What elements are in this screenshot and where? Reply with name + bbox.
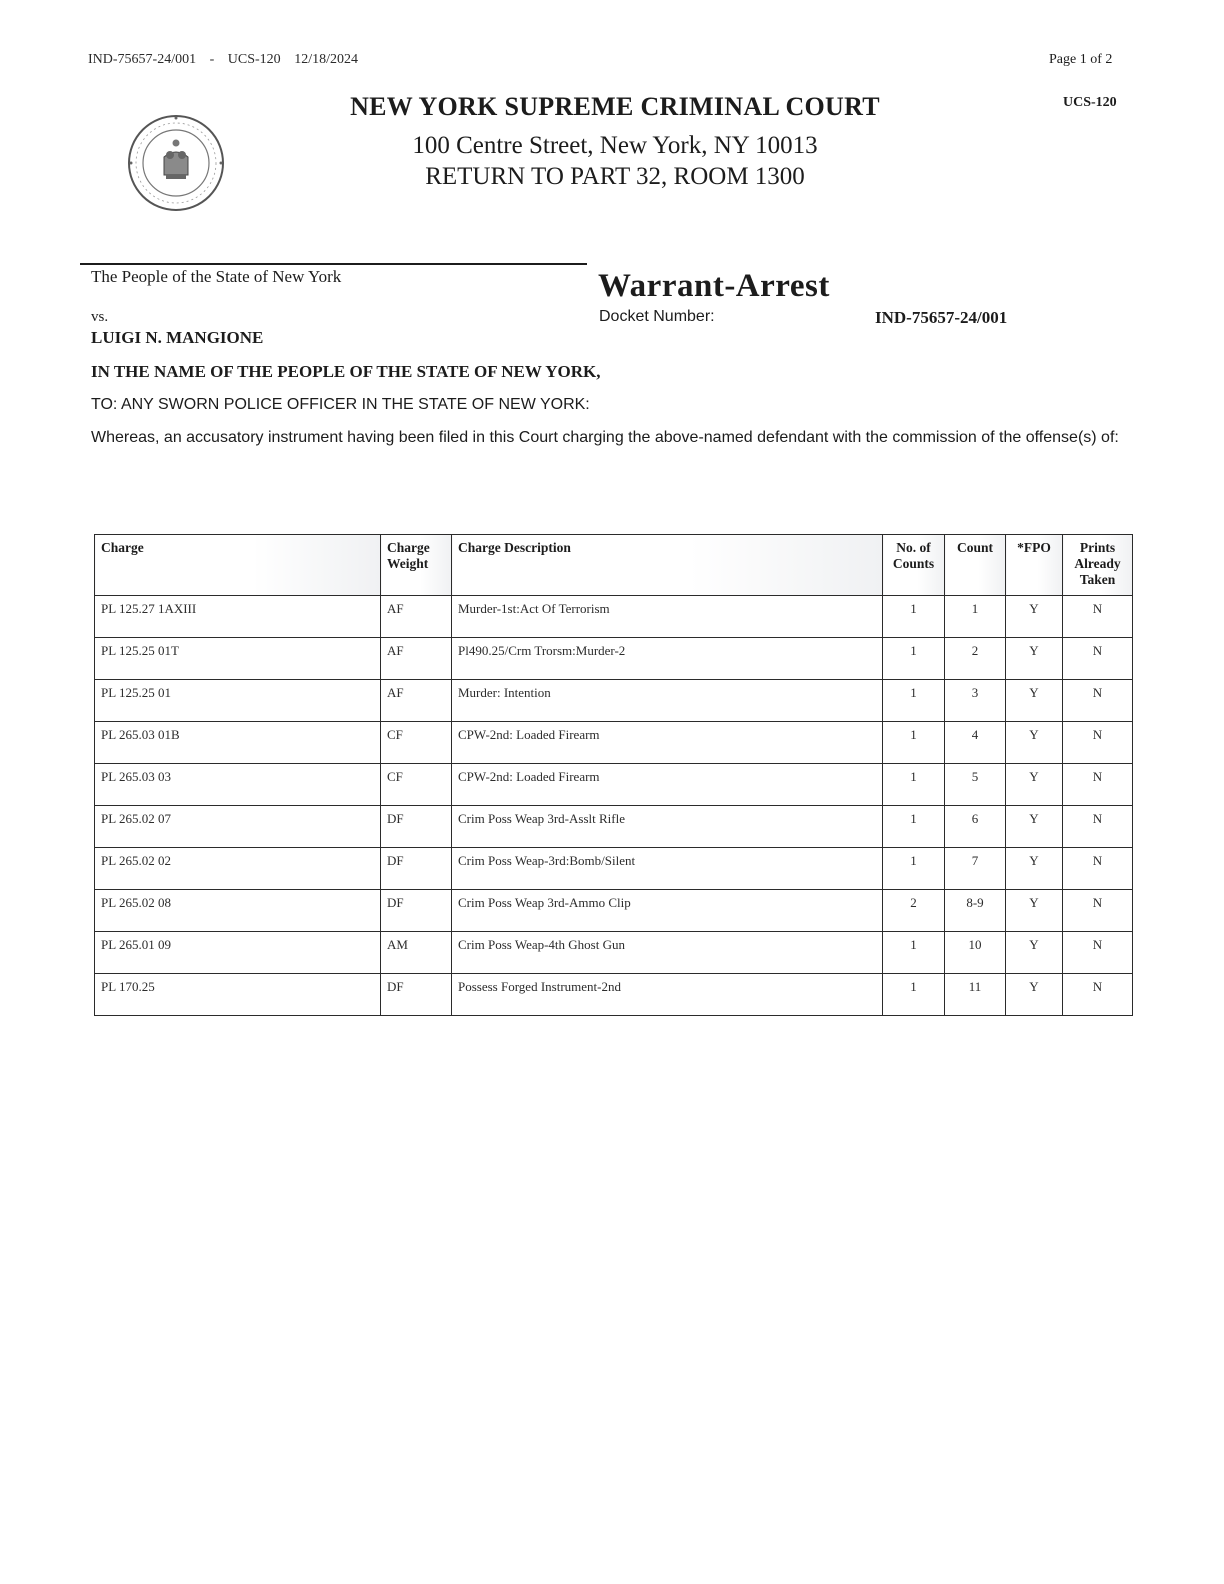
table-row [95, 680, 1133, 722]
cell-charge: PL 265.03 03 [95, 764, 381, 806]
cell-charge: PL 265.02 02 [95, 848, 381, 890]
cell-charge-description: Crim Poss Weap-4th Ghost Gun [452, 932, 883, 974]
header-separator: - [209, 52, 215, 67]
page-number: Page 1 of 2 [1049, 52, 1113, 67]
cell-prints-already-taken: N [1063, 596, 1133, 638]
cell-charge-weight: AF [381, 680, 452, 722]
cell-charge-weight: CF [381, 722, 452, 764]
col-header-charge-weight: Charge Weight [381, 535, 452, 596]
cell-charge-weight: DF [381, 806, 452, 848]
col-header-charge: Charge [95, 535, 381, 596]
charges-table [94, 534, 1133, 1016]
cell-charge: PL 125.25 01 [95, 680, 381, 722]
table-row [95, 974, 1133, 1016]
cell-no-of-counts: 2 [883, 890, 945, 932]
cell-charge-description: Murder-1st:Act Of Terrorism [452, 596, 883, 638]
cell-prints-already-taken: N [1063, 806, 1133, 848]
cell-count: 4 [945, 722, 1006, 764]
cell-count: 11 [945, 974, 1006, 1016]
col-header-charge-description: Charge Description [452, 535, 883, 596]
cell-count: 6 [945, 806, 1006, 848]
cell-charge: PL 265.02 07 [95, 806, 381, 848]
cell-charge-weight: DF [381, 974, 452, 1016]
cell-charge-description: Crim Poss Weap-3rd:Bomb/Silent [452, 848, 883, 890]
docket-number: IND-75657-24/001 [875, 308, 1008, 327]
cell-no-of-counts: 1 [883, 596, 945, 638]
cell-count: 8-9 [945, 890, 1006, 932]
cell-prints-already-taken: N [1063, 638, 1133, 680]
table-row [95, 764, 1133, 806]
whereas-paragraph: Whereas, an accusatory instrument having been filed in this Court charging the above-named defendant with the commission of the offense(s) of: [91, 429, 1119, 446]
cell-fpo: Y [1006, 974, 1063, 1016]
cell-fpo: Y [1006, 848, 1063, 890]
table-row [95, 596, 1133, 638]
col-header-no-of-counts: No. of Counts [883, 535, 945, 596]
header-date: 12/18/2024 [294, 52, 358, 67]
cell-prints-already-taken: N [1063, 722, 1133, 764]
cell-prints-already-taken: N [1063, 932, 1133, 974]
cell-charge-weight: AF [381, 596, 452, 638]
cell-no-of-counts: 1 [883, 848, 945, 890]
cell-charge-description: CPW-2nd: Loaded Firearm [452, 764, 883, 806]
header-doc-ref: IND-75657-24/001 [88, 52, 197, 67]
docket-label: Docket Number: [599, 308, 715, 325]
cell-fpo: Y [1006, 680, 1063, 722]
cell-charge-weight: CF [381, 764, 452, 806]
cell-charge-weight: DF [381, 848, 452, 890]
cell-count: 7 [945, 848, 1006, 890]
col-header-fpo: *FPO [1006, 535, 1063, 596]
cell-no-of-counts: 1 [883, 974, 945, 1016]
court-address-block [300, 130, 930, 192]
cell-charge-description: Pl490.25/Crm Trorsm:Murder-2 [452, 638, 883, 680]
cell-charge-description: Possess Forged Instrument-2nd [452, 974, 883, 1016]
addressee-line: TO: ANY SWORN POLICE OFFICER IN THE STATE OF NEW YORK: [91, 396, 590, 413]
cell-charge: PL 125.27 1AXIII [95, 596, 381, 638]
cell-charge-weight: AM [381, 932, 452, 974]
court-address: 100 Centre Street, New York, NY 10013 [412, 132, 818, 159]
cell-no-of-counts: 1 [883, 680, 945, 722]
cell-fpo: Y [1006, 890, 1063, 932]
cell-charge: PL 265.01 09 [95, 932, 381, 974]
cell-fpo: Y [1006, 638, 1063, 680]
table-row [95, 806, 1133, 848]
cell-charge-weight: DF [381, 890, 452, 932]
cell-fpo: Y [1006, 596, 1063, 638]
plaintiff: The People of the State of New York [91, 267, 342, 286]
document-title: Warrant-Arrest [598, 268, 830, 304]
court-seal-icon [126, 113, 226, 213]
cell-count: 5 [945, 764, 1006, 806]
table-row [95, 848, 1133, 890]
defendant-name: LUIGI N. MANGIONE [91, 328, 264, 347]
cell-fpo: Y [1006, 932, 1063, 974]
cell-charge: PL 125.25 01T [95, 638, 381, 680]
court-name: NEW YORK SUPREME CRIMINAL COURT [350, 92, 880, 121]
cell-charge: PL 170.25 [95, 974, 381, 1016]
cell-prints-already-taken: N [1063, 974, 1133, 1016]
table-row [95, 638, 1133, 680]
charges-table-body [95, 596, 1133, 1016]
cell-count: 1 [945, 596, 1006, 638]
table-header-row [95, 535, 1133, 596]
in-the-name-line: IN THE NAME OF THE PEOPLE OF THE STATE OF NEW YORK, [91, 362, 601, 381]
cell-count: 3 [945, 680, 1006, 722]
cell-fpo: Y [1006, 722, 1063, 764]
cell-charge-description: Crim Poss Weap 3rd-Ammo Clip [452, 890, 883, 932]
cell-charge-description: CPW-2nd: Loaded Firearm [452, 722, 883, 764]
col-header-prints-already-taken: Prints Already Taken [1063, 535, 1133, 596]
cell-fpo: Y [1006, 806, 1063, 848]
cell-charge: PL 265.02 08 [95, 890, 381, 932]
cell-count: 10 [945, 932, 1006, 974]
cell-prints-already-taken: N [1063, 890, 1133, 932]
table-row [95, 722, 1133, 764]
cell-no-of-counts: 1 [883, 764, 945, 806]
cell-prints-already-taken: N [1063, 680, 1133, 722]
court-return-to: RETURN TO PART 32, ROOM 1300 [425, 163, 805, 190]
header-form-code: UCS-120 [227, 52, 281, 67]
table-row [95, 932, 1133, 974]
header-reference-line [88, 52, 368, 68]
cell-charge: PL 265.03 01B [95, 722, 381, 764]
cell-no-of-counts: 1 [883, 722, 945, 764]
cell-count: 2 [945, 638, 1006, 680]
cell-no-of-counts: 1 [883, 932, 945, 974]
cell-charge-description: Murder: Intention [452, 680, 883, 722]
cell-no-of-counts: 1 [883, 638, 945, 680]
cell-prints-already-taken: N [1063, 848, 1133, 890]
cell-no-of-counts: 1 [883, 806, 945, 848]
cell-charge-description: Crim Poss Weap 3rd-Asslt Rifle [452, 806, 883, 848]
col-header-count: Count [945, 535, 1006, 596]
versus-label: vs. [91, 309, 109, 325]
caption-divider [80, 263, 587, 265]
cell-fpo: Y [1006, 764, 1063, 806]
cell-prints-already-taken: N [1063, 764, 1133, 806]
cell-charge-weight: AF [381, 638, 452, 680]
table-row [95, 890, 1133, 932]
form-label: UCS-120 [1063, 95, 1117, 110]
